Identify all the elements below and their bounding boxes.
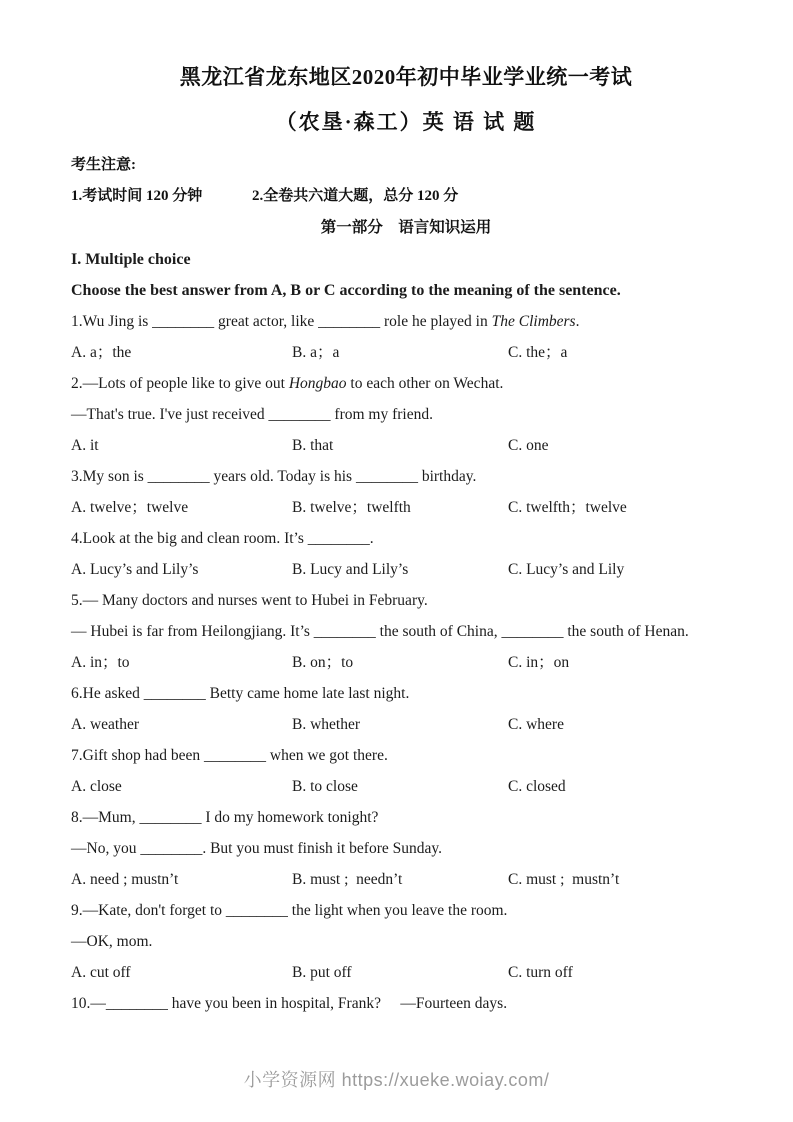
question-text: to each other on Wechat. (346, 375, 504, 392)
question-1-options-row (71, 337, 741, 368)
page-content (71, 0, 741, 1019)
question-text: 6.He asked ________ Betty came home late last night. (71, 685, 410, 702)
question-text: 3.My son is ________ years old. Today is his ________ birthday. (71, 468, 477, 485)
question-8-line-1 (71, 802, 741, 833)
part-heading: 第一部分 语言知识运用 (320, 219, 492, 236)
question-7-option-b: B. to close (292, 778, 358, 795)
question-text: —No, you ________. But you must finish it before Sunday. (71, 840, 442, 857)
question-7-option-a: A. close (71, 778, 122, 795)
question-text: 1.Wu Jing is ________ great actor, like ________ role he played in (71, 313, 492, 330)
question-7 (71, 740, 741, 802)
question-9-option-a: A. cut off (71, 964, 131, 981)
notice-heading: 考生注意: (71, 157, 136, 173)
question-8-option-a: A. need ; mustn’t (71, 871, 179, 888)
question-6-option-a: A. weather (71, 716, 139, 733)
question-text: 9.—Kate, don't forget to ________ the light when you leave the room. (71, 902, 508, 919)
question-text: 2.—Lots of people like to give out (71, 375, 289, 392)
question-2-line-1 (71, 368, 741, 399)
question-3-option-c: C. twelfth；twelve (508, 499, 627, 516)
question-4-option-c: C. Lucy’s and Lily (508, 561, 625, 578)
question-8-options-row (71, 864, 741, 895)
question-9-option-c: C. turn off (508, 964, 573, 981)
question-8-option-c: C. must ; mustn’t (508, 871, 620, 888)
question-2-option-b: B. that (292, 437, 334, 454)
question-9-line-1 (71, 895, 741, 926)
question-2-option-a: A. it (71, 437, 99, 454)
question-text: —That's true. I've just received ________ from my friend. (71, 406, 433, 423)
notice-row (71, 181, 741, 212)
notice-item-exam-time: 1.考试时间 120 分钟 (71, 188, 203, 204)
question-6-line-1 (71, 678, 741, 709)
question-1 (71, 306, 741, 368)
exam-title-line2: （农垦·森工）英 语 试 题 (275, 110, 537, 134)
question-9-line-2 (71, 926, 741, 957)
question-1-option-a: A. a；the (71, 344, 132, 361)
question-6 (71, 678, 741, 740)
question-8-line-2 (71, 833, 741, 864)
question-text: 8.—Mum, ________ I do my homework tonight? (71, 809, 379, 826)
italic-text: Hongbao (288, 375, 347, 392)
question-2-options-row (71, 430, 741, 461)
question-6-option-c: C. where (508, 716, 564, 733)
notice-item-total-score: 2.全卷共六道大题，总分 120 分 (252, 188, 459, 204)
section-heading: I. Multiple choice (71, 251, 191, 268)
question-text: —OK, mom. (71, 933, 153, 950)
question-2-line-2 (71, 399, 741, 430)
questions-container (71, 306, 741, 1019)
question-5-option-b: B. on；to (292, 654, 354, 671)
italic-text: The Climbers (491, 313, 576, 330)
question-8 (71, 802, 741, 895)
question-text: 7.Gift shop had been ________ when we got there. (71, 747, 388, 764)
question-10 (71, 988, 741, 1019)
question-6-option-b: B. whether (292, 716, 361, 733)
question-9-options-row (71, 957, 741, 988)
question-2 (71, 368, 741, 461)
footer-watermark: 小学资源网 https://xueke.woiay.com/ (243, 1070, 550, 1090)
question-3-option-b: B. twelve；twelfth (292, 499, 411, 516)
question-4 (71, 523, 741, 585)
question-3-line-1 (71, 461, 741, 492)
question-7-option-c: C. closed (508, 778, 566, 795)
question-4-line-1 (71, 523, 741, 554)
question-1-option-b: B. a；a (292, 344, 340, 361)
question-4-options-row (71, 554, 741, 585)
question-5-option-c: C. in；on (508, 654, 570, 671)
question-3 (71, 461, 741, 523)
question-7-options-row (71, 771, 741, 802)
question-4-option-b: B. Lucy and Lily’s (292, 561, 409, 578)
question-text: 5.— Many doctors and nurses went to Hubei in February. (71, 592, 428, 609)
question-text: . (575, 313, 580, 330)
question-4-option-a: A. Lucy’s and Lily’s (71, 561, 199, 578)
question-5-option-a: A. in；to (71, 654, 130, 671)
question-10-line-1 (71, 988, 741, 1019)
question-1-option-c: C. the；a (508, 344, 568, 361)
question-5-line-2 (71, 616, 741, 647)
question-5 (71, 585, 741, 678)
question-3-option-a: A. twelve；twelve (71, 499, 189, 516)
exam-title-line1: 黑龙江省龙东地区2020年初中毕业学业统一考试 (179, 65, 633, 89)
question-9 (71, 895, 741, 988)
question-3-options-row (71, 492, 741, 523)
question-7-line-1 (71, 740, 741, 771)
question-5-line-1 (71, 585, 741, 616)
question-8-option-b: B. must ; needn’t (292, 871, 403, 888)
section-instruction: Choose the best answer from A, B or C according to the meaning of the sentence. (71, 282, 621, 299)
question-text: — Hubei is far from Heilongjiang. It’s ________ the south of China, ________ the south of Henan. (71, 623, 689, 640)
question-1-line-1 (71, 306, 741, 337)
question-6-options-row (71, 709, 741, 740)
question-text: 4.Look at the big and clean room. It’s ________. (71, 530, 374, 547)
question-text: 10.—________ have you been in hospital, Frank? —Fourteen days. (71, 995, 508, 1012)
question-2-option-c: C. one (508, 437, 549, 454)
question-5-options-row (71, 647, 741, 678)
question-9-option-b: B. put off (292, 964, 352, 981)
